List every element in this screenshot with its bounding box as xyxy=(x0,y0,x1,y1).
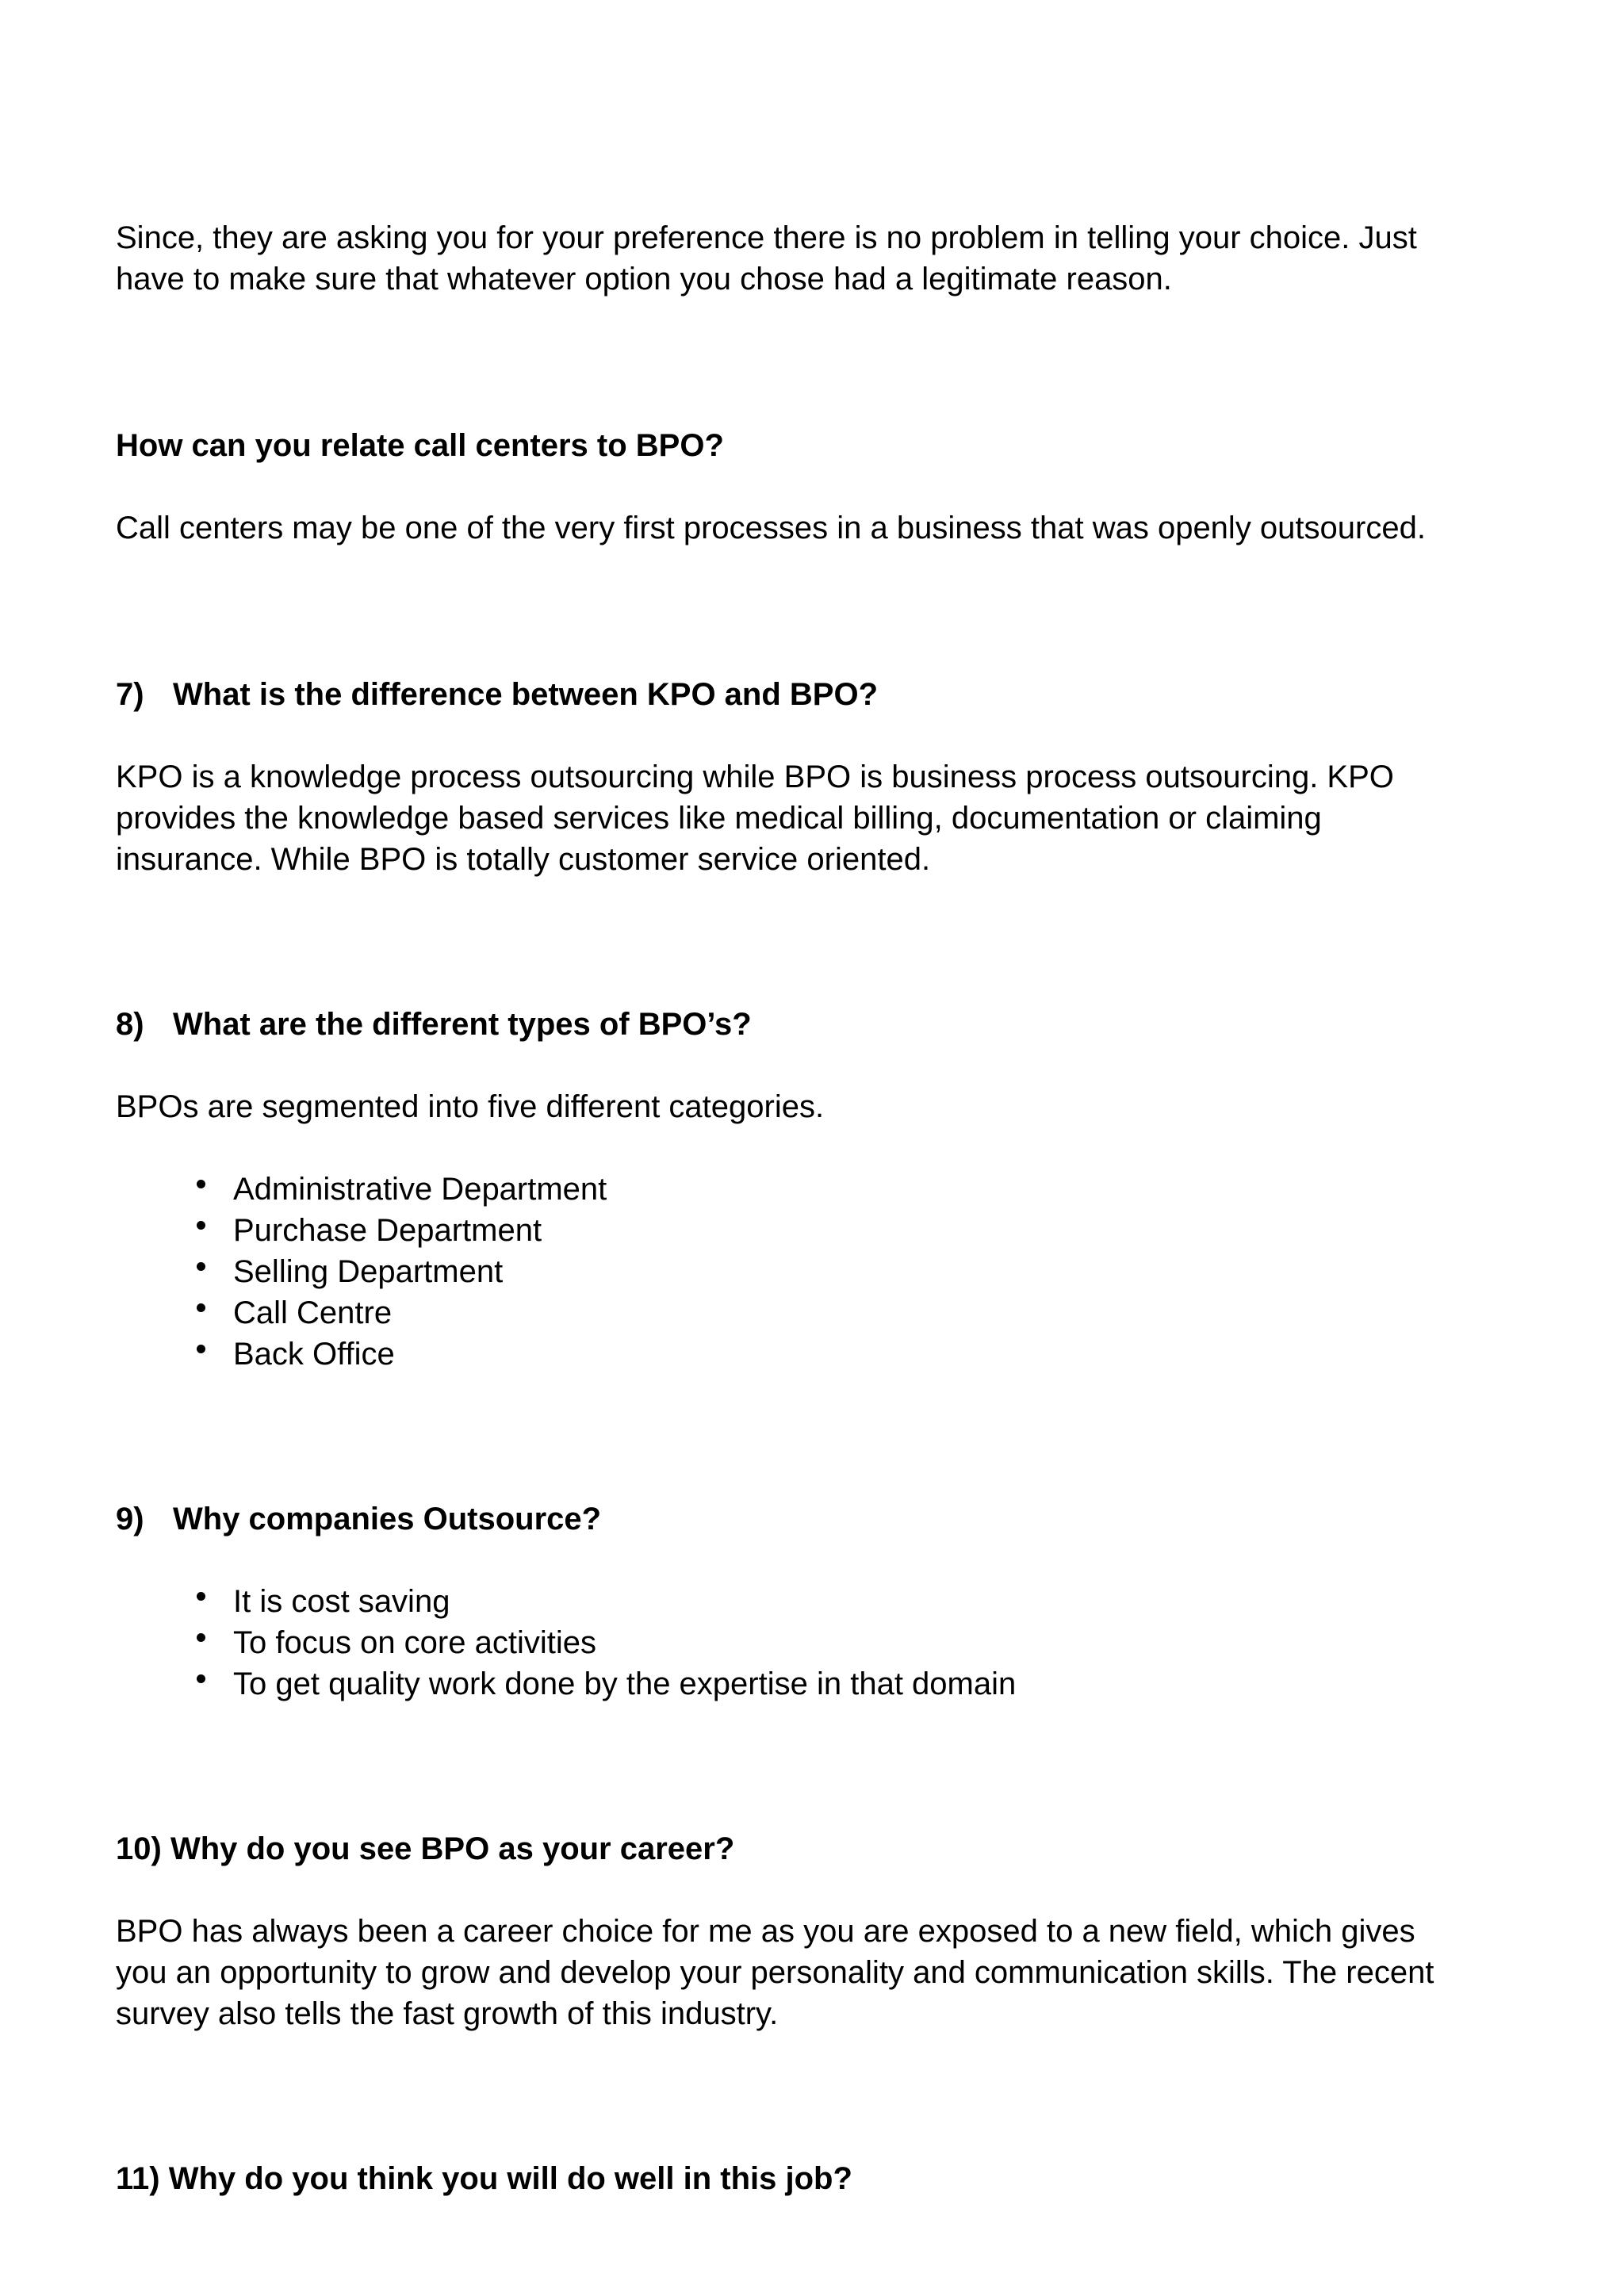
question-9-number: 9) xyxy=(116,1502,144,1536)
list-item-text: Purchase Department xyxy=(233,1213,542,1248)
bullet-dot xyxy=(197,1262,205,1271)
answer-10-line-1: BPO has always been a career choice for me as you are exposed to a new field, which gives xyxy=(116,1914,1415,1949)
bullet-dot xyxy=(197,1674,205,1683)
bullet-dot xyxy=(197,1221,205,1230)
answer-10-line-3: survey also tells the fast growth of this industry. xyxy=(116,1996,779,2031)
bullet-dot xyxy=(197,1345,205,1353)
question-10-number: 10) xyxy=(116,1831,162,1866)
bullet-dot xyxy=(197,1303,205,1312)
question-11-text: Why do you think you will do well in this job? xyxy=(168,2161,852,2196)
question-call-centers xyxy=(116,425,724,466)
question-8-number: 8) xyxy=(116,1007,144,1042)
question-call-centers-text: How can you relate call centers to BPO? xyxy=(116,428,724,463)
question-9 xyxy=(116,1498,601,1540)
list-item-text: Administrative Department xyxy=(233,1172,607,1207)
question-7-number: 7) xyxy=(116,677,144,712)
answer-7-line-1: KPO is a knowledge process outsourcing while BPO is business process outsourcing. KPO xyxy=(116,760,1394,794)
bullet-dot xyxy=(197,1592,205,1601)
list-item-text: To focus on core activities xyxy=(233,1625,596,1660)
intro-line-1: Since, they are asking you for your preference there is no problem in telling your choice. Just xyxy=(116,220,1417,255)
question-11 xyxy=(116,2158,852,2199)
bullet-dot xyxy=(197,1633,205,1642)
bullet-dot xyxy=(197,1180,205,1188)
answer-10-line-2: you an opportunity to grow and develop your personality and communication skills. The recent xyxy=(116,1955,1434,1990)
question-8-text: What are the different types of BPO’s? xyxy=(173,1007,752,1042)
question-11-number: 11) xyxy=(116,2161,160,2196)
question-10 xyxy=(116,1828,734,1869)
list-item-text: Selling Department xyxy=(233,1254,504,1289)
question-9-text: Why companies Outsource? xyxy=(173,1502,602,1536)
answer-8-line-1: BPOs are segmented into five different categories. xyxy=(116,1089,825,1124)
intro-line-2: have to make sure that whatever option you chose had a legitimate reason. xyxy=(116,262,1172,297)
list-item-text: To get quality work done by the expertise in that domain xyxy=(233,1667,1017,1701)
answer-call-centers-line-1: Call centers may be one of the very first processes in a business that was openly outsourced. xyxy=(116,511,1426,545)
list-item-text: Call Centre xyxy=(233,1295,393,1330)
list-item-text: It is cost saving xyxy=(233,1584,450,1619)
question-7 xyxy=(116,674,878,715)
answer-7-line-3: insurance. While BPO is totally customer service oriented. xyxy=(116,842,931,877)
answer-7-line-2: provides the knowledge based services like medical billing, documentation or claiming xyxy=(116,801,1322,836)
list-item-text: Back Office xyxy=(233,1337,395,1372)
question-8 xyxy=(116,1004,752,1045)
question-7-text: What is the difference between KPO and BPO? xyxy=(173,677,879,712)
question-10-text: Why do you see BPO as your career? xyxy=(170,1831,735,1866)
